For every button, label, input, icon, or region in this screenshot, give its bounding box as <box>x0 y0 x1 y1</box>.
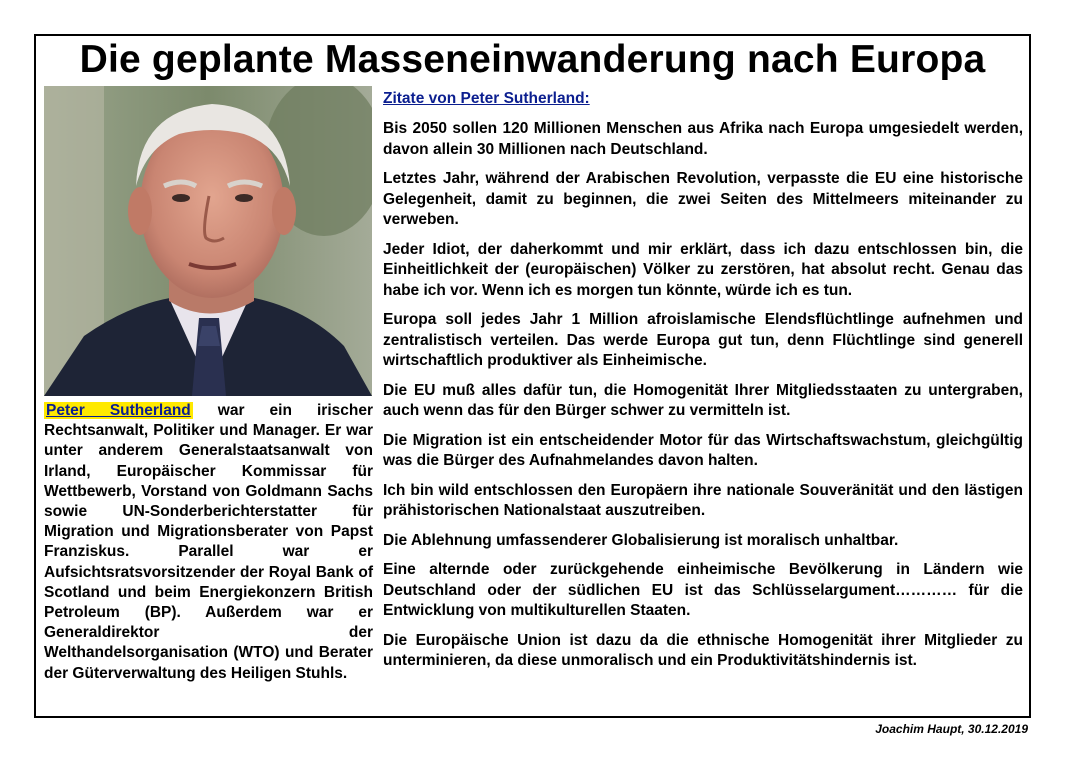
quote-item: Letztes Jahr, während der Arabischen Revolution, verpasste die EU eine historische Gelegenheit, damit zu beginnen, die zwei Seiten des Mittelmeers miteinander zu verweben. <box>383 170 1023 228</box>
bio-text: war ein irischer Rechtsanwalt, Politiker und Manager. Er war unter anderem Generalstaatsanwalt von Irland, Europäischer Kommissar für Wettbewerb, Vorstand von Goldmann Sachs sowie UN-Sonderberichterstatter für Migration und Migrationsberater von Papst Franziskus. Parallel war er Aufsichtsratsvorsitzender der Royal Bank of Scotland und beim Energiekonzern British Petroleum (BP). Außerdem war er Generaldirektor der Welthandelsorganisation (WTO) und Berater der Güterverwaltung des Heiligen Stuhls. <box>44 402 373 682</box>
portrait-photo <box>44 86 372 396</box>
portrait-illustration <box>44 86 372 396</box>
quote-item: Bis 2050 sollen 120 Millionen Menschen aus Afrika nach Europa umgesiedelt werden, davon allein 30 Millionen nach Deutschland. <box>383 120 1023 158</box>
page-title: Die geplante Masseneinwanderung nach Europa <box>79 38 986 81</box>
quotes-heading: Zitate von Peter Sutherland: <box>383 90 590 107</box>
quote-item: Die EU muß alles dafür tun, die Homogenität Ihrer Mitgliedsstaaten zu untergraben, auch wenn das für den Bürger schwer zu vermitteln ist. <box>383 381 1023 419</box>
author-credit: Joachim Haupt, 30.12.2019 <box>875 722 1028 736</box>
quote-item: Europa soll jedes Jahr 1 Million afroislamische Elendsflüchtlinge aufnehmen und zentralistisch verteilen. Das werde Europa gut tun, denn Flüchtlinge sind generell wirtschaftlich produktiver als Einheimische. <box>383 311 1023 369</box>
quote-item: Die Europäische Union ist dazu da die ethnische Homogenität ihrer Mitglieder zu unterminieren, da diese unmoralisch und ein Produktivitätshindernis ist. <box>383 631 1023 669</box>
quote-item: Die Ablehnung umfassenderer Globalisierung ist moralisch unhaltbar. <box>383 531 899 549</box>
quote-item: Die Migration ist ein entscheidender Motor für das Wirtschaftswachstum, gleichgültig was die Bürger des Aufnahmelandes davon halten. <box>383 431 1023 469</box>
quote-item: Ich bin wild entschlossen den Europäern ihre nationale Souveränität und den lästigen prähistorischen Nationalstaat auszutreiben. <box>383 481 1023 519</box>
quote-item: Jeder Idiot, der daherkommt und mir erklärt, dass ich dazu entschlossen bin, die Einheitlichkeit der (europäischen) Völker zu zerstören, hat absolut recht. Genau das habe ich vor. Wenn ich es morgen tun könnte, würde ich es tun. <box>383 240 1023 299</box>
quote-item: Eine alternde oder zurückgehende einheimische Bevölkerung in Ländern wie Deutschland oder der südlichen EU ist das Schlüsselargument………… für die Entwicklung von multikulturellen Staaten. <box>383 561 1023 619</box>
bio-paragraph <box>44 401 373 684</box>
quotes-section <box>383 89 1023 681</box>
person-name-highlight: Peter Sutherland <box>46 402 191 419</box>
